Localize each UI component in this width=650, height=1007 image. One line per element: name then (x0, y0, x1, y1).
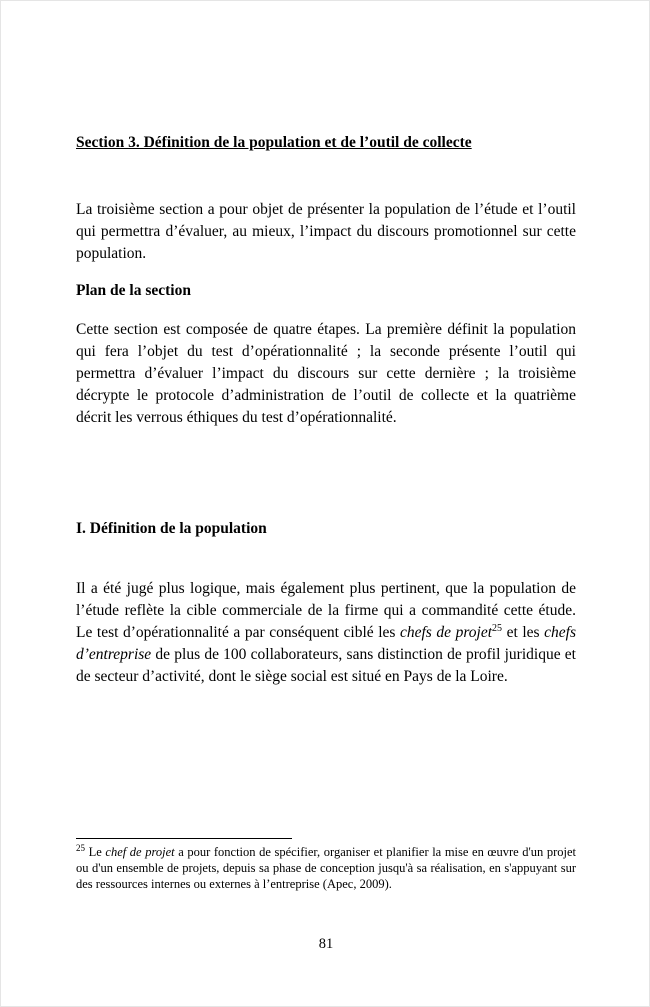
paragraph-text: et les (502, 624, 545, 641)
population-definition-heading: I. Définition de la population (76, 520, 267, 537)
footnote-text: a pour fonction de spécifier, organiser et planifier la mise en œuvre d'un projet ou d'un ensemble de projets, depuis sa phase de conception jusqu'à sa réalisation, en s'appuyant sur des ressources internes ou externes à l’entreprise (Apec, 2009). (76, 845, 577, 891)
plan-paragraph: Cette section est composée de quatre étapes. La première définit la population qui fera l’objet du test d’opérationnalité ; la seconde présente l’outil qui permettra d’évaluer l’impact du discours sur cette dernière ; la troisième décrypte le protocole d’administration de l’outil de collecte et la quatrième décrit les verrous éthiques du test d’opérationnalité. (76, 321, 576, 426)
section-title: Section 3. Définition de la population et de l’outil de collecte (76, 134, 472, 151)
population-definition-paragraph (76, 578, 576, 688)
intro-paragraph: La troisième section a pour objet de présenter la population de l’étude et l’outil qui permettra d’évaluer, au mieux, l’impact du discours promotionnel sur cette population. (76, 201, 576, 262)
footnote-text: Le (85, 845, 106, 859)
paragraph-text: de plus de 100 collaborateurs, sans distinction de profil juridique et de secteur d’activité, dont le siège social est situé en Pays de la Loire. (76, 646, 576, 685)
italic-term-chef-de-projet: chef de projet (105, 845, 175, 859)
italic-term-chefs-d-entreprise: chefs d’entreprise (76, 624, 576, 663)
plan-heading: Plan de la section (76, 282, 191, 299)
footnote (76, 844, 576, 892)
italic-term-chefs-de-projet: chefs de projet (399, 624, 493, 641)
footnote-reference: 25 (492, 622, 503, 634)
page-number: 81 (318, 936, 334, 952)
paragraph-text: Il a été jugé plus logique, mais également plus pertinent, que la population de l’étude reflète la cible commerciale de la firme qui a commandité cette étude. Le test d’opérationnalité a par conséquent ciblé les (76, 580, 576, 641)
footnote-separator (76, 838, 292, 839)
footnote-marker: 25 (76, 842, 85, 853)
